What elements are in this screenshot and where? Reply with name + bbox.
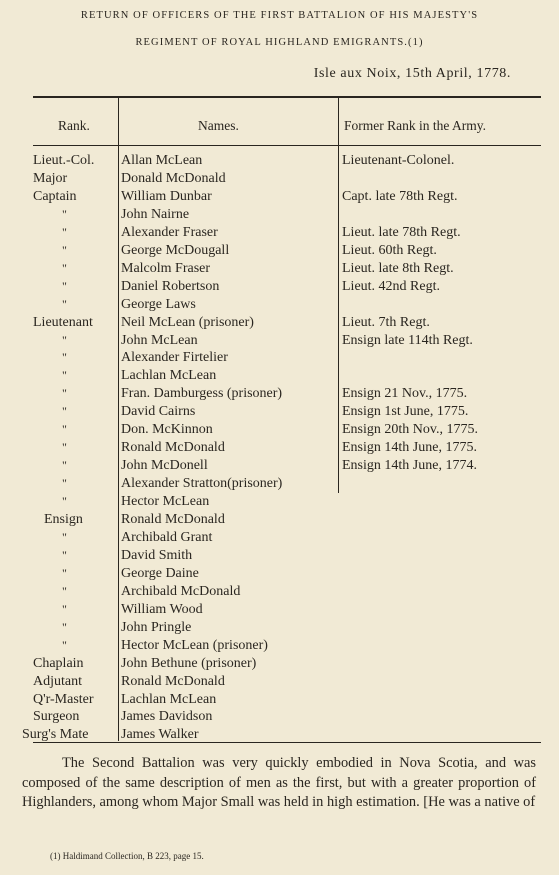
- former-rank-cell: Lieut. 42nd Regt.: [342, 278, 440, 294]
- name-cell: George Laws: [121, 296, 196, 312]
- table-row: [0, 152, 559, 169]
- rank-cell: Q'r-Master: [33, 691, 94, 707]
- name-cell: Alexander Stratton(prisoner): [121, 476, 283, 492]
- name-cell: John Nairne: [121, 206, 190, 222]
- name-cell: George Daine: [121, 565, 199, 581]
- place-date: Isle aux Noix, 15th April, 1778.: [313, 66, 511, 81]
- body-paragraph-text: The Second Battalion was very quickly embodied in Nova Scotia, and was composed of the same description of men as the first, but with a greater proportion of Highlanders, among whom Major Small was held in high estimation. [He was a native of: [22, 755, 536, 810]
- rank-cell: Ensign: [44, 512, 83, 527]
- body-paragraph: [22, 754, 536, 813]
- name-cell: Ronald McDonald: [121, 512, 225, 527]
- former-rank-cell: Ensign 1st June, 1775.: [342, 404, 469, 420]
- column-header-former-rank: Former Rank in the Army.: [344, 118, 486, 133]
- name-cell: James Walker: [121, 727, 199, 743]
- former-rank-cell: Lieutenant-Colonel.: [342, 153, 455, 168]
- rank-cell: ": [62, 350, 67, 365]
- former-rank-cell: Lieut. late 8th Regt.: [342, 260, 454, 276]
- former-rank-cell: Ensign late 114th Regt.: [342, 332, 473, 348]
- table-row: [0, 278, 559, 295]
- table-row: [0, 547, 559, 564]
- column-header-rank: Rank.: [58, 118, 90, 133]
- rank-cell: ": [62, 368, 67, 383]
- name-cell: Archibald McDonald: [121, 583, 241, 599]
- rank-cell: ": [62, 458, 67, 473]
- name-cell: Donald McDonald: [121, 170, 226, 186]
- former-rank-cell: Ensign 20th Nov., 1775.: [342, 422, 478, 438]
- name-cell: William Wood: [121, 601, 203, 617]
- former-rank-cell: Capt. late 78th Regt.: [342, 188, 458, 204]
- table-row: [0, 403, 559, 420]
- table-row: [0, 511, 559, 528]
- table-row: [0, 206, 559, 223]
- table-row: [0, 691, 559, 708]
- rank-cell: Lieut.-Col.: [33, 153, 95, 168]
- table-row: [0, 332, 559, 349]
- name-cell: Don. McKinnon: [121, 422, 213, 438]
- table-row: [0, 188, 559, 205]
- table-row: [0, 493, 559, 510]
- table-row: [0, 655, 559, 672]
- name-cell: Alexander Firtelier: [121, 350, 228, 366]
- header-bottom-rule: [33, 145, 541, 146]
- former-rank-cell: Ensign 14th June, 1774.: [342, 458, 477, 474]
- name-cell: William Dunbar: [121, 188, 212, 204]
- rank-cell: ": [62, 601, 67, 616]
- table-row: [0, 529, 559, 546]
- rank-cell: ": [62, 206, 67, 221]
- rank-cell: Major: [33, 170, 68, 186]
- rank-cell: ": [62, 440, 67, 455]
- name-cell: Archibald Grant: [121, 529, 213, 545]
- name-cell: John Bethune (prisoner): [121, 655, 257, 671]
- table-top-rule: [33, 96, 541, 98]
- name-cell: Alexander Fraser: [121, 224, 218, 240]
- rank-cell: Chaplain: [33, 655, 84, 671]
- name-cell: George McDougall: [121, 242, 230, 258]
- rank-cell: ": [62, 565, 67, 580]
- rank-cell: ": [62, 242, 67, 257]
- rank-cell: ": [62, 278, 67, 293]
- rank-cell: Captain: [33, 188, 77, 204]
- name-cell: John Pringle: [121, 619, 192, 635]
- rank-cell: ": [62, 332, 67, 347]
- former-rank-cell: Ensign 21 Nov., 1775.: [342, 386, 468, 402]
- table-row: [0, 296, 559, 313]
- table-row: [0, 619, 559, 636]
- name-cell: Neil McLean (prisoner): [121, 314, 254, 330]
- former-rank-cell: Ensign 14th June, 1775.: [342, 440, 477, 456]
- rank-cell: ": [62, 494, 67, 509]
- name-cell: James Davidson: [121, 709, 213, 725]
- rank-cell: Lieutenant: [33, 314, 93, 330]
- table-row: [0, 260, 559, 277]
- name-cell: Fran. Damburgess (prisoner): [121, 386, 283, 402]
- table-row: [0, 385, 559, 402]
- table-row: [0, 349, 559, 366]
- name-cell: John McLean: [121, 332, 198, 348]
- table-row: [0, 367, 559, 384]
- rank-cell: ": [62, 386, 67, 401]
- table-row: [0, 224, 559, 241]
- table-row: [0, 475, 559, 492]
- table-row: [0, 708, 559, 725]
- former-rank-cell: Lieut. 7th Regt.: [342, 314, 430, 330]
- rank-cell: ": [62, 529, 67, 544]
- rank-cell: ": [62, 547, 67, 562]
- table-row: [0, 726, 559, 743]
- name-cell: Hector McLean: [121, 494, 210, 510]
- rank-cell: ": [62, 476, 67, 491]
- table-row: [0, 439, 559, 456]
- name-cell: Ronald McDonald: [121, 673, 225, 689]
- name-cell: Allan McLean: [121, 153, 203, 168]
- column-header-names: Names.: [198, 118, 239, 133]
- former-rank-cell: Lieut. late 78th Regt.: [342, 224, 461, 240]
- name-cell: Hector McLean (prisoner): [121, 637, 268, 653]
- name-cell: Lachlan McLean: [121, 368, 217, 384]
- rank-cell: ": [62, 260, 67, 275]
- rank-cell: ": [62, 404, 67, 419]
- former-rank-cell: Lieut. 60th Regt.: [342, 242, 437, 258]
- header-line-1: RETURN OF OFFICERS OF THE FIRST BATTALION OF HIS MAJESTY'S: [80, 10, 479, 21]
- table-row: [0, 583, 559, 600]
- name-cell: Malcolm Fraser: [121, 260, 211, 276]
- rank-cell: Adjutant: [33, 673, 82, 689]
- table-row: [0, 242, 559, 259]
- table-row: [0, 673, 559, 690]
- name-cell: David Smith: [121, 547, 193, 563]
- name-cell: Ronald McDonald: [121, 440, 225, 456]
- rank-cell: ": [62, 296, 67, 311]
- table-row: [0, 457, 559, 474]
- rank-cell: ": [62, 619, 67, 634]
- name-cell: Daniel Robertson: [121, 278, 220, 294]
- rank-cell: Surgeon: [33, 709, 80, 725]
- name-cell: John McDonell: [121, 458, 208, 474]
- name-cell: Lachlan McLean: [121, 691, 217, 707]
- rank-cell: ": [62, 224, 67, 239]
- table-row: [0, 421, 559, 438]
- rank-cell: ": [62, 583, 67, 598]
- table-row: [0, 565, 559, 582]
- table-row: [0, 601, 559, 618]
- header-line-2: REGIMENT OF ROYAL HIGHLAND EMIGRANTS.(1): [135, 37, 424, 48]
- table-row: [0, 170, 559, 187]
- rank-cell: ": [62, 637, 67, 652]
- rank-cell: Surg's Mate: [22, 727, 89, 743]
- table-row: [0, 314, 559, 331]
- rank-cell: ": [62, 422, 67, 437]
- table-row: [0, 637, 559, 654]
- name-cell: David Cairns: [121, 404, 196, 420]
- footnote: (1) Haldimand Collection, B 223, page 15.: [50, 851, 204, 861]
